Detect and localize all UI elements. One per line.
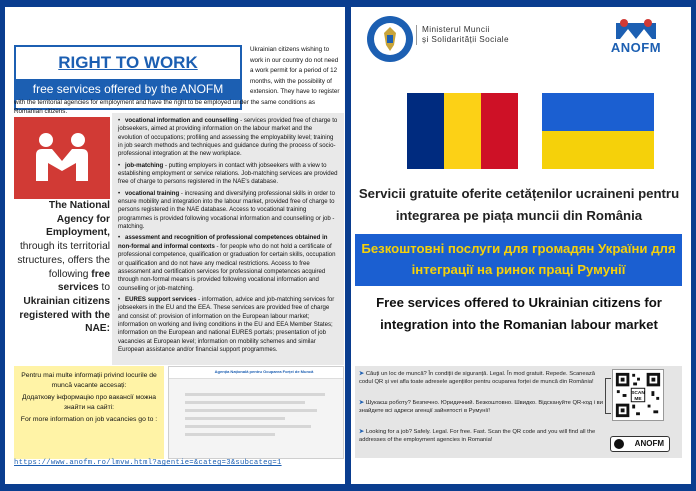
service-item: • EURES support services - information, advice and job-matching services for jobseekers in the EU and the EEA. These services are provided free of charge and consist of: provision of information on the European labour market; information on working and living conditions in the EU and EEA Member States; information on the European and national EURES portals; presentation of job vacancies at European level; information on mobility schemes and similar European assistance and/or financial support programmes. — [118, 295, 335, 353]
nae-line-5: Ukrainian citizens registered with the NAE: — [19, 295, 110, 335]
nae-line-1: The National Agency for Employment, — [46, 200, 110, 239]
ukraine-flag — [542, 93, 654, 169]
website-title: Agenția Națională pentru Ocuparea Forței de Muncă — [214, 369, 314, 374]
page-title: RIGHT TO WORK — [58, 53, 198, 72]
service-item: • vocational information and counselling - services provided free of charge to jobseekers, aimed at providing information on the labour market and the evolution of occupations; profiling and assessing the employability level; training in job search methods and techniques and guidance during the process of socio-professional integration at the new workplace. — [118, 117, 338, 158]
qr-code-icon[interactable] — [612, 369, 664, 421]
right-border — [691, 0, 696, 491]
services-list — [112, 113, 344, 365]
romania-government-crest-icon — [366, 15, 414, 63]
vacancies-ua: Додаткову інформацію про вакансії можна знайти на сайті: — [21, 394, 157, 411]
service-item: • vocational training - increasing and diversifying professional skills in order to ensure mobility and integration into the labour market, provided free of charge to persons registered in the NAE database. Access to vocational training programmes is provided following vocational information and counselling or job -matching. — [118, 189, 335, 231]
heading-ukrainian: Безкоштовні послуги для громадян України для інтеграції на ринок праці Румунії — [361, 241, 676, 277]
nae-statement — [14, 199, 110, 336]
info-en: ➤ Looking for a job? Safely. Legal. For free. Fast. Scan the QR code and you will find all the addresses of the employment agencies in Romania! — [359, 429, 596, 444]
ministry-line-1: Ministerul Muncii — [422, 25, 490, 34]
anofm-logo-text: ANOFM — [610, 40, 662, 55]
vacancies-ro: Pentru mai multe informații privind locurile de muncă vacante accesați: — [21, 372, 157, 389]
heading-ukrainian-box — [355, 234, 682, 286]
romania-flag — [407, 93, 518, 169]
vacancies-link[interactable]: https://www.anofm.ro/lmvw.html?agentie=&categ=3&subcateg=1 — [14, 459, 282, 467]
nae-line-3: free services — [57, 268, 110, 294]
handshake-icon — [34, 131, 90, 183]
anofm-badge-icon — [614, 439, 624, 449]
info-ua: ➤ Шукаєш роботу? Безпечно. Юридичний. Безкоштовно. Швидко. Відскануйте QR-код і ви знайдете всі адреси агенції зайнятості в Румунії! — [359, 400, 603, 415]
service-item: • assessment and recognition of professional competences obtained in non-formal and informal contexts - for people who do not hold a certificate of professional competence, qualification or graduation for certain skills, occupation or qualification and do not have any medical restrictions. Access to free assessment and certification services for professional competences acquired through non-formal means is provided following vocational information and counselling or job-matching. — [118, 234, 336, 292]
heading-english: Free services offered to Ukrainian citizens for integration into the Romanian labour market — [376, 295, 662, 332]
scan-frame — [605, 378, 611, 414]
nae-line-2: through its territorial structures, offers the following — [17, 241, 110, 280]
heading-romanian: Servicii gratuite oferite cetățenilor ucraineni pentru integrarea pe piața muncii din România — [358, 186, 680, 223]
ministry-line-2: și Solidarității Sociale — [422, 35, 509, 44]
anofm-logo — [594, 17, 678, 59]
footer-url[interactable]: www.anofm.ro — [485, 471, 553, 483]
svg-text:SCAN: SCAN — [631, 391, 645, 397]
website-screenshot — [168, 366, 344, 459]
left-border — [0, 0, 5, 491]
svg-text:ME: ME — [634, 396, 642, 402]
ministry-name — [416, 25, 534, 45]
intro-tail-text: with the territorial agencies for employment and have the right to be employed under the same conditions as Romanian citizens. — [14, 99, 316, 115]
vacancies-en: For more information on job vacancies go to : — [20, 416, 158, 423]
vacancies-box — [14, 366, 164, 459]
nae-line-4: to — [101, 282, 110, 294]
anofm-logo-icon — [594, 17, 678, 41]
handshake-illustration — [14, 117, 110, 199]
fold-divider — [345, 0, 351, 491]
qr-anofm-badge: ANOFM — [610, 436, 670, 452]
info-ro: ➤ Căuți un loc de muncă? În condiții de siguranță. Legal. În mod gratuit. Repede. Scanează codul QR și vei afla toate adresele agențiilor pentru ocuparea forței de muncă din România! — [359, 371, 595, 386]
website-content-lines — [185, 393, 325, 441]
service-item: • job-matching - putting employers in contact with jobseekers with a view to establishing employment or service relations. Job-matching services are provided free of charge to persons registered in the NAE's database. — [118, 161, 338, 186]
intro-text: Ukrainian citizens wishing to work in our country do not need a work permit for a period of 12 months, with the possibility of extension. They have to register — [250, 46, 340, 96]
subtitle-bar: free services offered by the ANOFM — [16, 79, 240, 100]
